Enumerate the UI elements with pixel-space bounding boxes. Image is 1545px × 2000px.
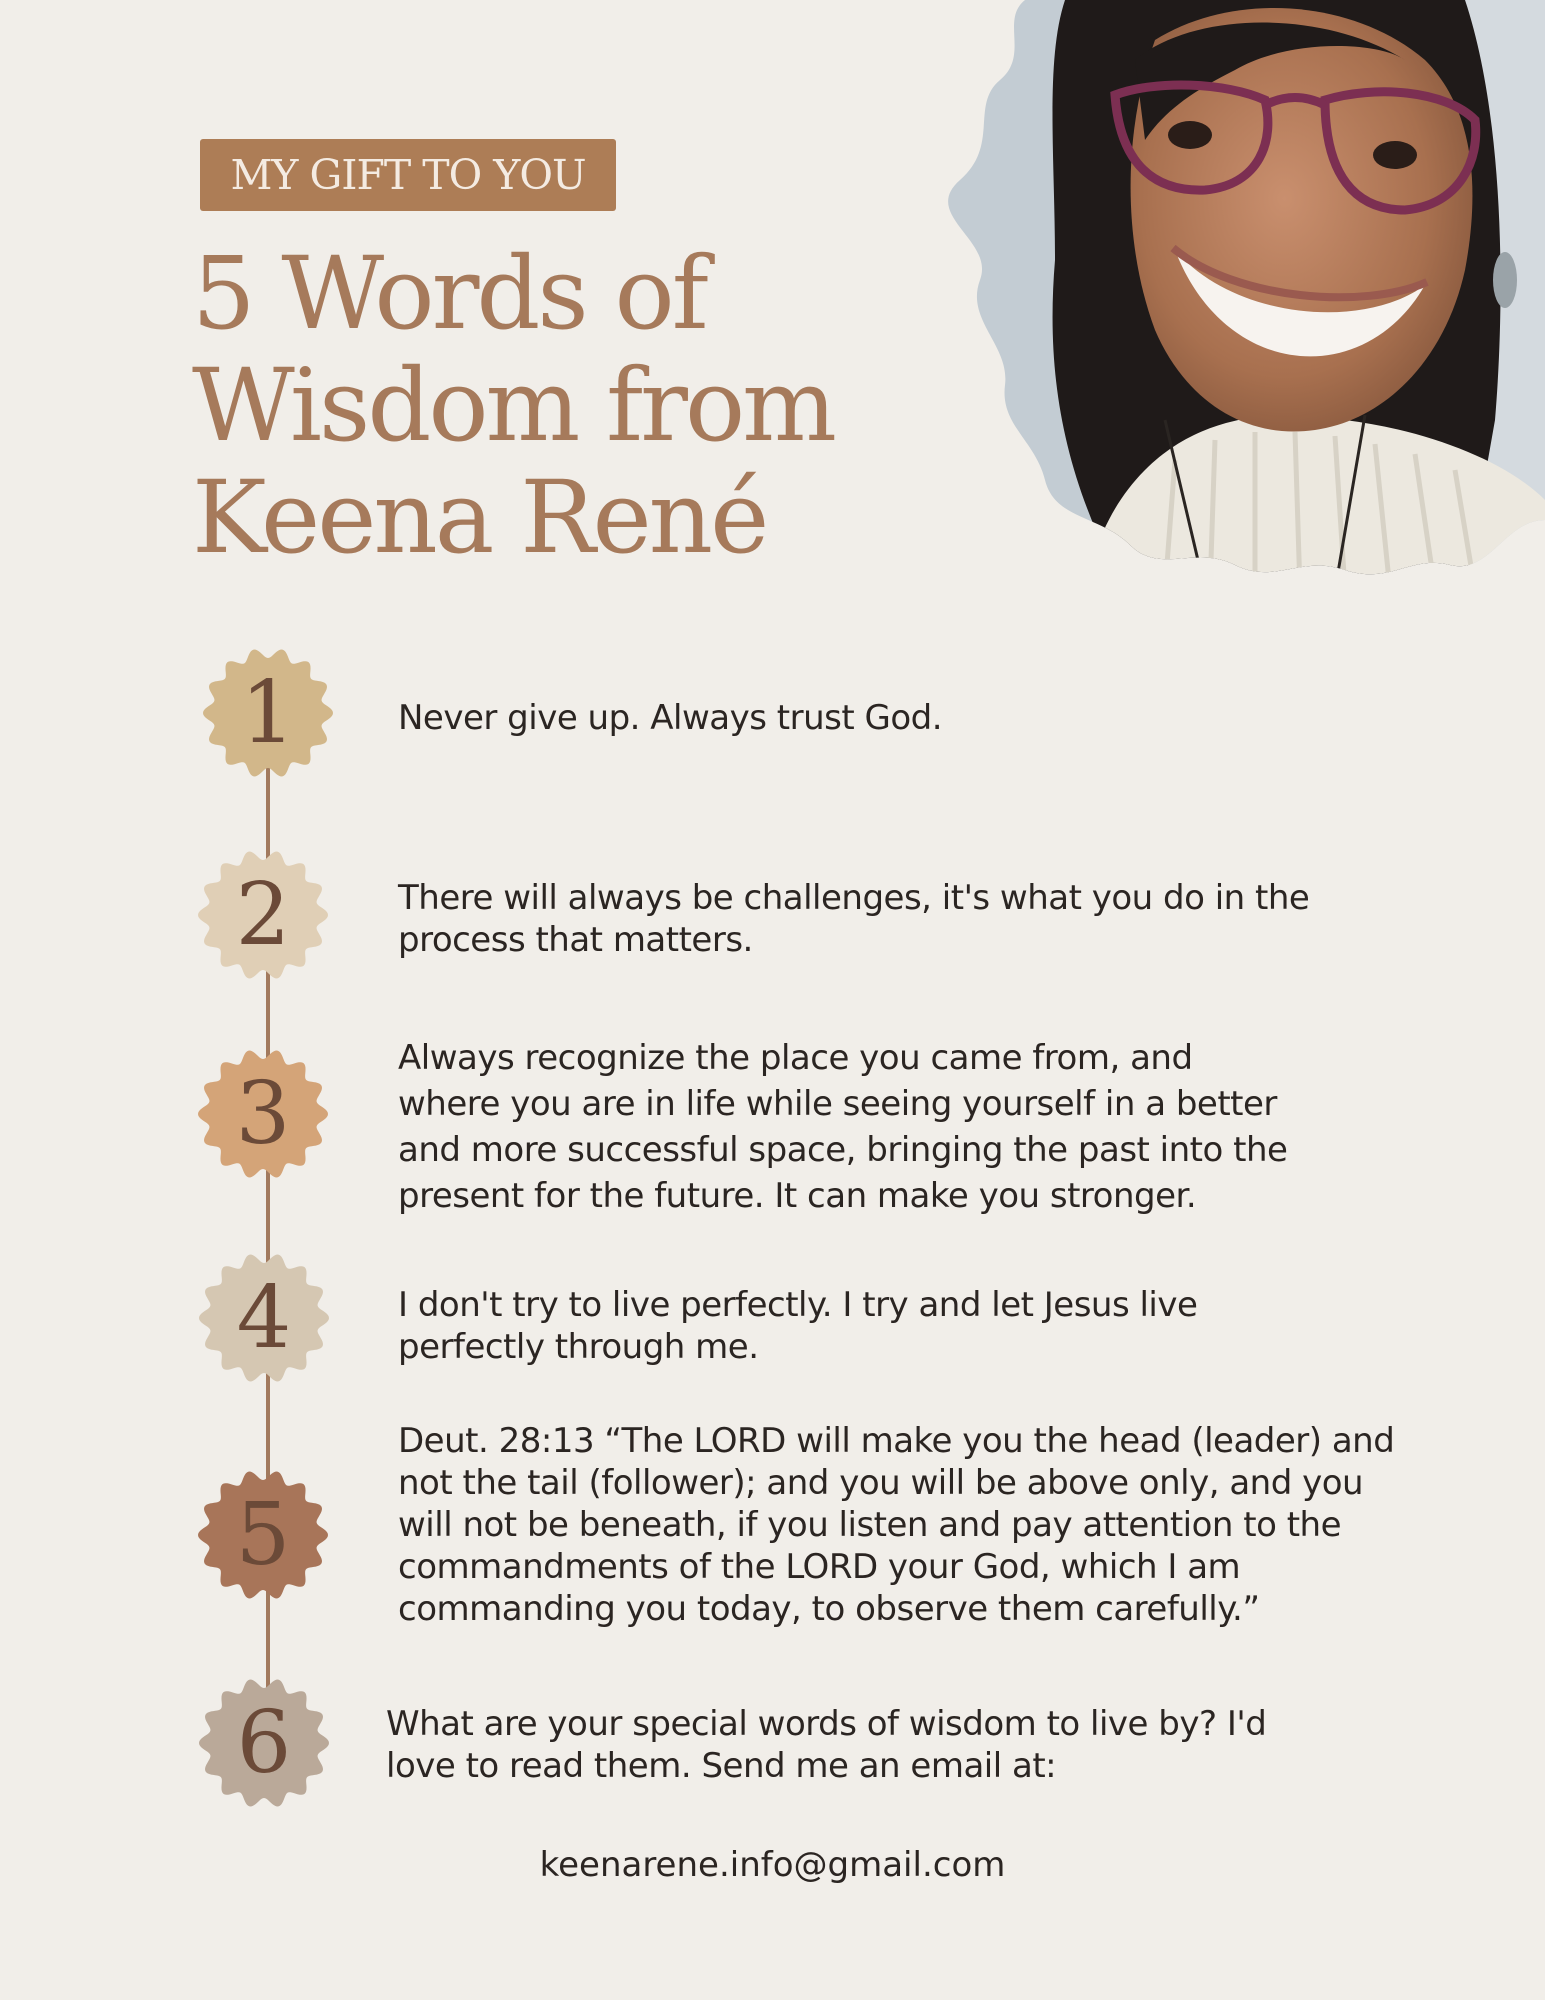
step-badge-3 <box>188 1039 338 1189</box>
tip-text-1 <box>398 697 942 739</box>
step-badge-5 <box>188 1460 338 1610</box>
tip-line: and more successful space, bringing the past into the <box>398 1130 1288 1170</box>
tip-line: commanding you today, to observe them carefully.” <box>398 1589 1260 1629</box>
tip-text-4 <box>398 1284 1197 1368</box>
tip-line: will not be beneath, if you listen and pay attention to the <box>398 1505 1342 1545</box>
tip-text-2 <box>398 877 1309 961</box>
tip-line: not the tail (follower); and you will be above only, and you <box>398 1463 1364 1503</box>
step-number: 6 <box>236 1693 292 1793</box>
tip-line: commandments of the LORD your God, which I am <box>398 1547 1241 1587</box>
tip-line: Deut. 28:13 “The LORD will make you the head (leader) and <box>398 1421 1395 1461</box>
tip-line: Always recognize the place you came from, and <box>398 1038 1193 1078</box>
step-number: 5 <box>235 1485 291 1585</box>
portrait-photo <box>905 0 1545 590</box>
step-number: 4 <box>236 1268 292 1368</box>
step-badge-4 <box>189 1243 339 1393</box>
contact-email[interactable]: keenarene.info@gmail.com <box>539 1845 1006 1885</box>
tip-line: Never give up. Always trust God. <box>398 698 943 738</box>
tip-line: There will always be challenges, it's what you do in the <box>398 878 1310 918</box>
step-number: 2 <box>235 865 291 965</box>
tip-line: I don't try to live perfectly. I try and let Jesus live <box>398 1285 1198 1325</box>
step-number: 1 <box>240 663 296 763</box>
tip-line: where you are in life while seeing yourself in a better <box>398 1084 1277 1124</box>
tip-text-6 <box>386 1703 1266 1787</box>
title-line: 5 Words of <box>192 235 706 352</box>
step-badge-1 <box>193 638 343 788</box>
step-number: 3 <box>235 1064 291 1164</box>
tip-line: process that matters. <box>398 920 753 960</box>
tip-line: present for the future. It can make you stronger. <box>398 1176 1197 1216</box>
title-line: Wisdom from <box>192 347 834 464</box>
step-badge-6 <box>189 1668 339 1818</box>
page-title <box>192 235 834 576</box>
tip-text-5 <box>398 1420 1394 1630</box>
tip-text-3 <box>398 1035 1287 1219</box>
step-badge-2 <box>188 840 338 990</box>
title-line: Keena René <box>192 459 767 576</box>
tip-line: love to read them. Send me an email at: <box>386 1746 1057 1786</box>
tip-line: perfectly through me. <box>398 1327 759 1367</box>
tip-line: What are your special words of wisdom to live by? I'd <box>386 1704 1267 1744</box>
gift-badge: MY GIFT TO YOU <box>200 139 616 211</box>
